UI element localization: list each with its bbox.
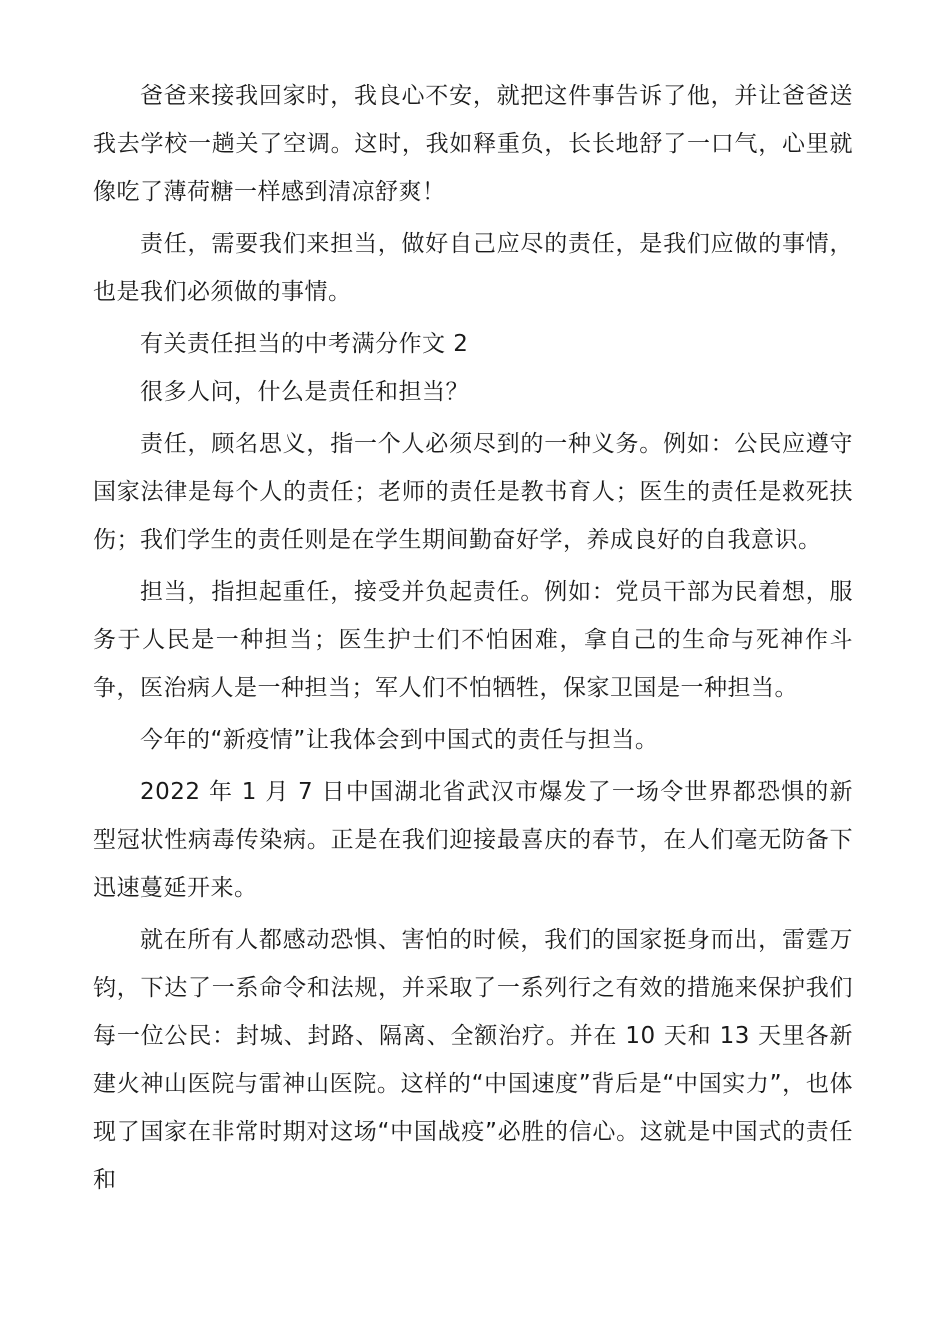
paragraph-8: 就在所有人都感动恐惧、害怕的时候，我们的国家挺身而出，雷霆万钧，下达了一系命令和法规，并采取了一系列行之有效的措施来保护我们每一位公民：封城、封路、隔离、全额治疗。并在 10 天和 13 天里各新建火神山医院与雷神山医院。这样的“中国速度”背后是“中国实力”，也体现了国家在非常时期对这场“中国战疫”必胜的信心。这就是中国式的责任和 <box>93 927 853 1193</box>
paragraph-4: 责任，顾名思义，指一个人必须尽到的一种义务。例如：公民应遵守国家法律是每个人的责任；老师的责任是教书育人；医生的责任是救死扶伤；我们学生的责任则是在学生期间勤奋好学，养成良好的自我意识。 <box>93 431 853 553</box>
paragraph-2: 责任，需要我们来担当，做好自己应尽的责任，是我们应做的事情，也是我们必须做的事情。 <box>93 231 853 305</box>
paragraph-1: 爸爸来接我回家时，我良心不安，就把这件事告诉了他，并让爸爸送我去学校一趟关了空调。这时，我如释重负，长长地舒了一口气，心里就像吃了薄荷糖一样感到清凉舒爽！ <box>93 83 853 205</box>
paragraph-3: 很多人问，什么是责任和担当？ <box>140 379 469 405</box>
document-body <box>93 72 853 1204</box>
paragraph-6: 今年的“新疫情”让我体会到中国式的责任与担当。 <box>140 727 659 753</box>
essay-title: 有关责任担当的中考满分作文 2 <box>140 331 469 357</box>
paragraph-7: 2022 年 1 月 7 日中国湖北省武汉市爆发了一场令世界都恐惧的新型冠状性病毒传染病。正是在我们迎接最喜庆的春节，在人们毫无防备下迅速蔓延开来。 <box>93 779 853 901</box>
paragraph-5: 担当，指担起重任，接受并负起责任。例如：党员干部为民着想，服务于人民是一种担当；医生护士们不怕困难，拿自己的生命与死神作斗争，医治病人是一种担当；军人们不怕牺牲，保家卫国是一种担当。 <box>93 579 853 701</box>
